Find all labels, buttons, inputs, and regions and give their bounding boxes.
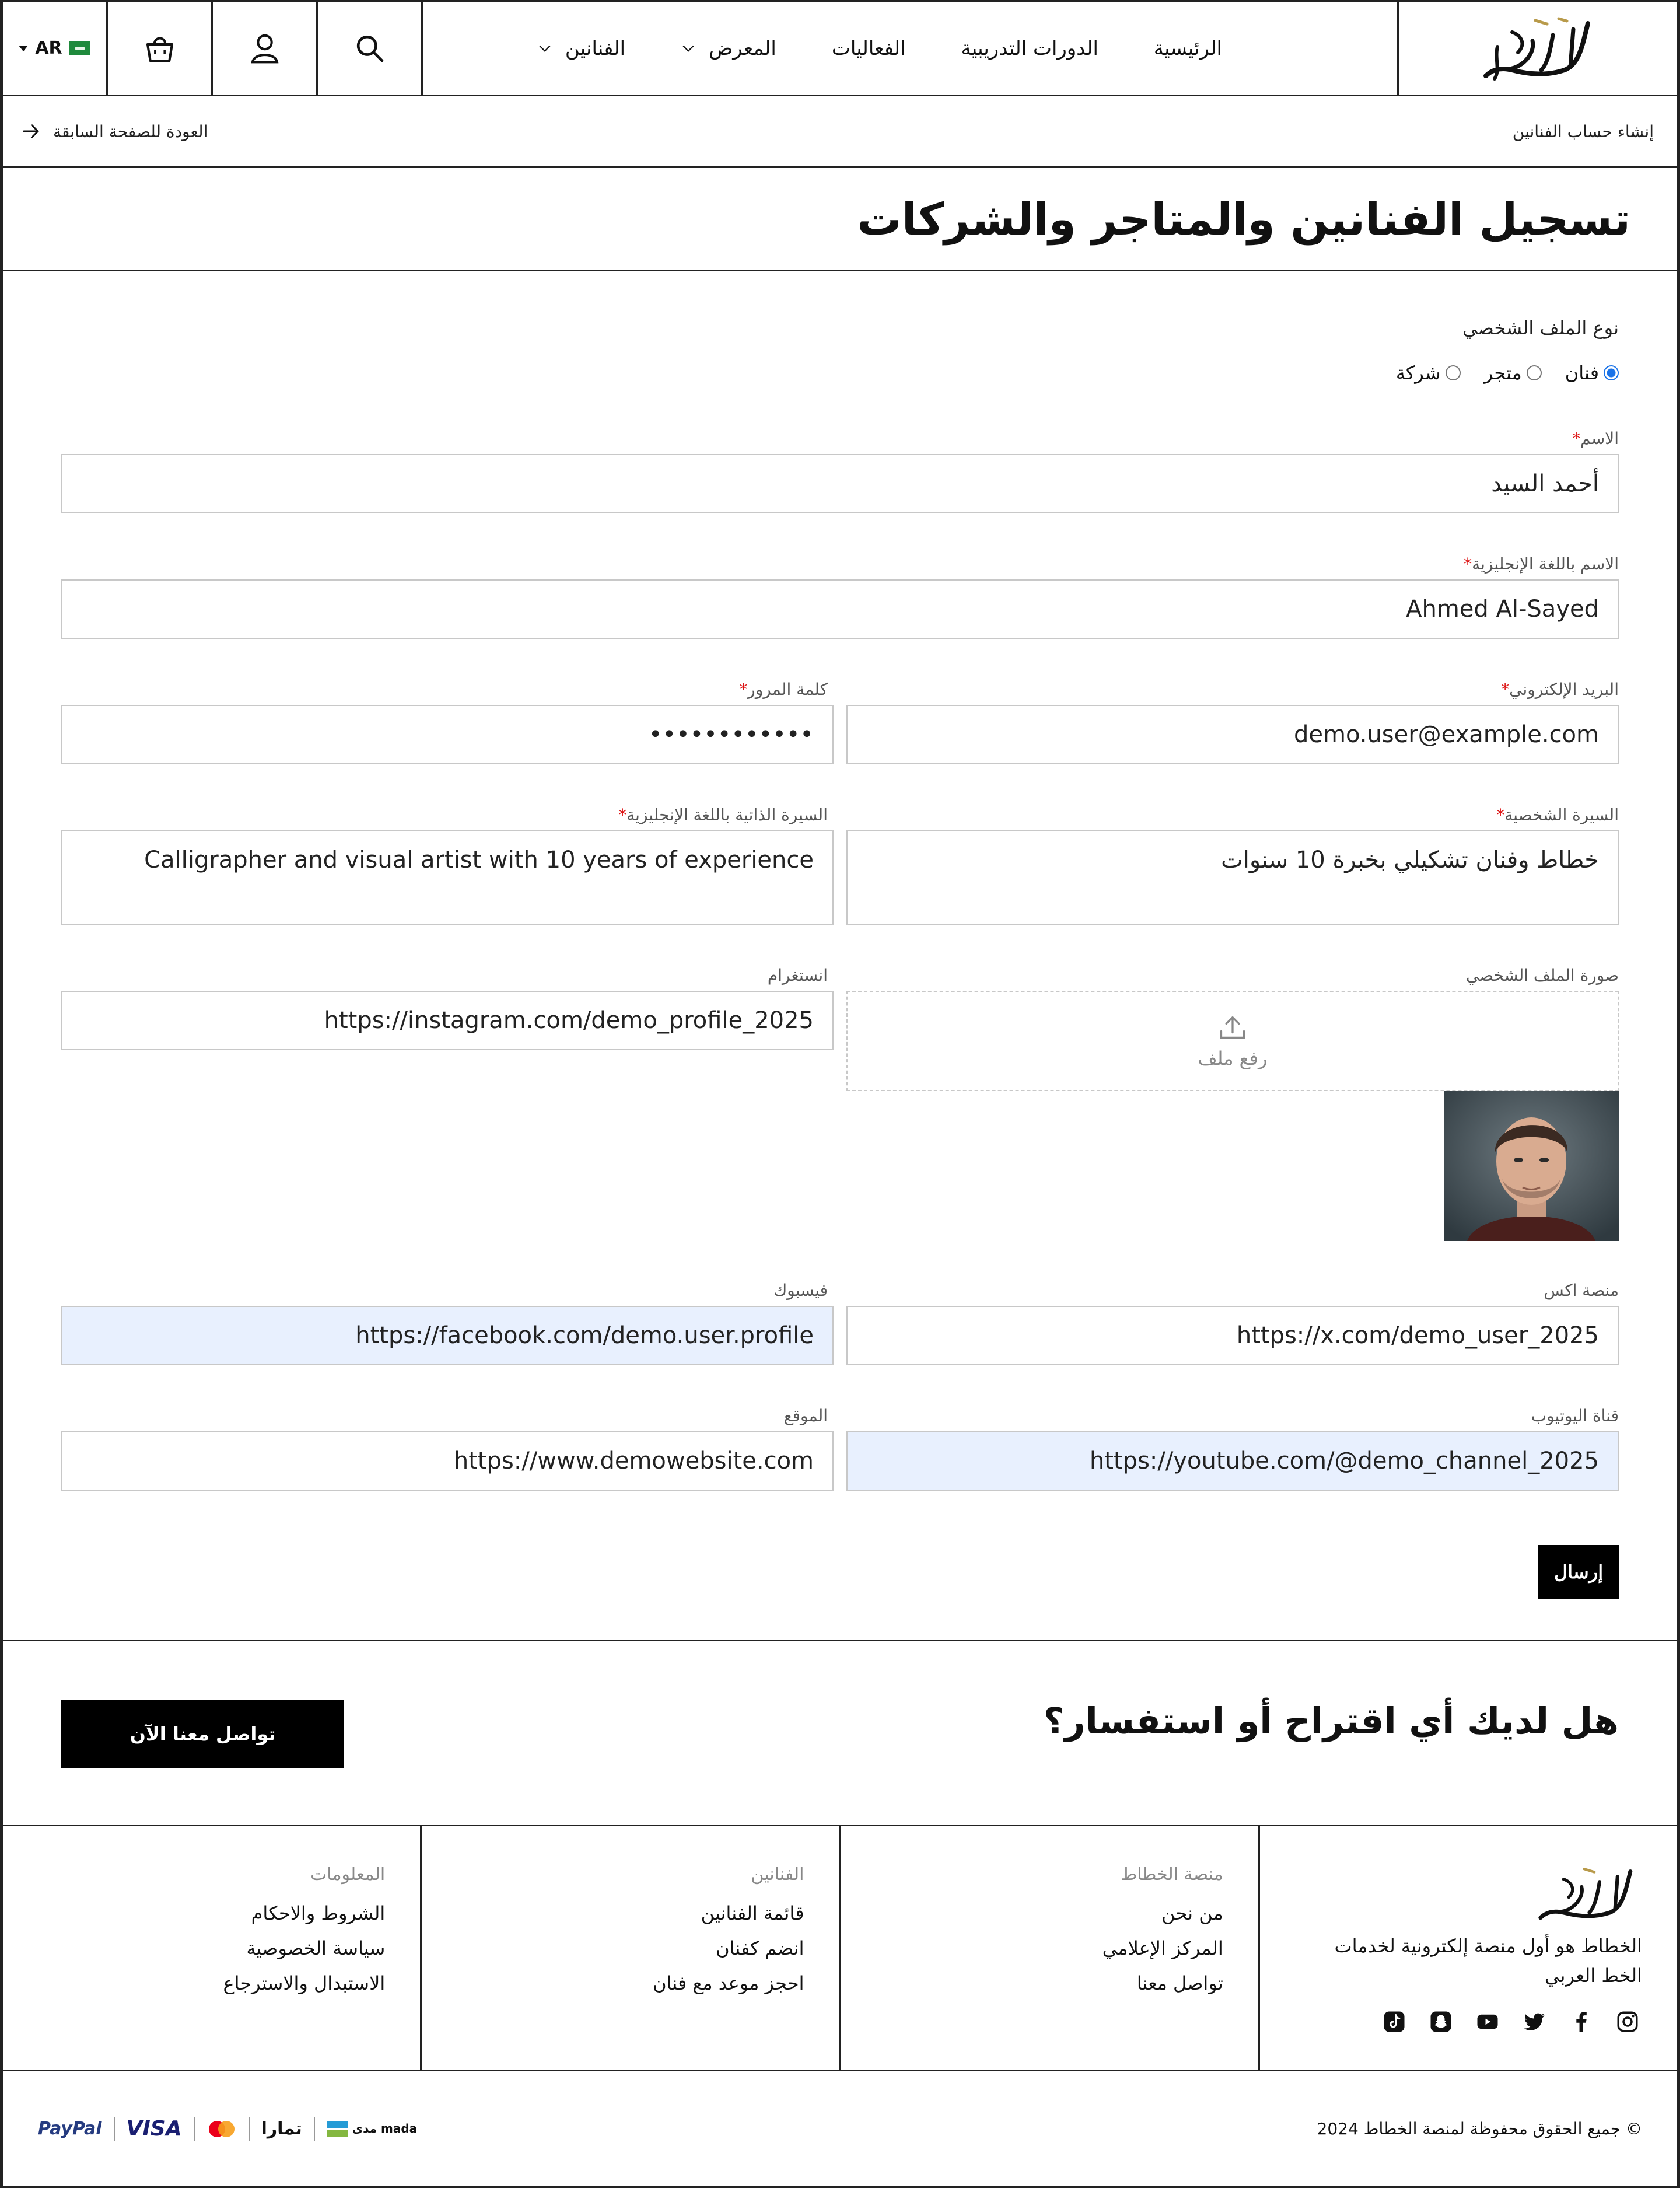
instagram-icon	[1615, 2009, 1640, 2034]
bio-textarea[interactable]	[846, 830, 1619, 925]
instagram-field[interactable]	[61, 991, 834, 1050]
saudi-flag-icon	[69, 41, 90, 55]
field-value: https://facebook.com/demo.user.profile	[355, 1322, 814, 1349]
youtube-label: قناة اليوتيوب	[1531, 1406, 1619, 1425]
radio-label: شركة	[1395, 362, 1441, 384]
youtube-link[interactable]	[1473, 2007, 1502, 2036]
field-value: Ahmed Al-Sayed	[1406, 596, 1599, 623]
divider	[249, 2117, 250, 2141]
email-field[interactable]	[846, 705, 1619, 764]
footer-link-media[interactable]: المركز الإعلامي	[1102, 1937, 1223, 1959]
label-text: الاسم باللغة الإنجليزية	[1472, 554, 1619, 574]
mada-stripes-icon	[327, 2121, 348, 2137]
photo-upload[interactable]	[846, 991, 1619, 1091]
tiktok-link[interactable]	[1380, 2007, 1409, 2036]
password-label	[734, 680, 828, 699]
name-en-label	[1459, 554, 1619, 574]
nav-label: الفعاليات	[831, 36, 906, 60]
snapchat-link[interactable]	[1426, 2007, 1455, 2036]
radio-circle[interactable]	[1446, 365, 1461, 380]
back-link-label: العودة للصفحة السابقة	[53, 121, 208, 141]
profile-type-label: نوع الملف الشخصي	[1462, 317, 1619, 339]
label-text: السيرة الشخصية	[1504, 805, 1619, 824]
radio-company[interactable]	[1396, 362, 1461, 384]
language-code: AR	[35, 38, 62, 58]
avatar	[1444, 1091, 1619, 1241]
website-label: الموقع	[783, 1406, 828, 1425]
copyright: © جميع الحقوق محفوظة لمنصة الخطاط 2024	[1317, 2119, 1642, 2138]
instagram-link[interactable]	[1613, 2007, 1642, 2036]
instagram-label: انستغرام	[767, 966, 828, 985]
footer-link-privacy[interactable]: سياسة الخصوصية	[246, 1937, 386, 1959]
radio-label: متجر	[1483, 362, 1522, 384]
main-nav	[423, 2, 1397, 95]
visa-logo: VISA	[126, 2117, 182, 2141]
footer-logo-icon[interactable]	[1531, 1861, 1642, 1925]
field-value: https://instagram.com/demo_profile_2025	[324, 1007, 814, 1034]
website-field[interactable]	[61, 1431, 834, 1491]
nav-label: الدورات التدريبية	[961, 36, 1098, 60]
contact-now-button[interactable]: تواصل معنا الآن	[61, 1700, 344, 1768]
field-value: ••••••••••••	[648, 721, 814, 748]
footer-col-title: المعلومات	[310, 1864, 386, 1885]
avatar-image	[1444, 1091, 1619, 1241]
nav-item-events[interactable]	[832, 37, 906, 60]
search-button[interactable]	[318, 2, 423, 95]
facebook-link[interactable]	[1566, 2007, 1595, 2036]
label-text: كلمة المرور	[747, 680, 828, 699]
social-links	[1295, 2007, 1642, 2036]
name-label	[1567, 429, 1619, 448]
nav-item-home[interactable]	[1154, 37, 1222, 60]
radio-store[interactable]	[1484, 362, 1542, 384]
footer-col-platform	[839, 1826, 1258, 2070]
brand-description: الخطاط هو أول منصة إلكترونية لخدمات الخط العربي	[1334, 1935, 1642, 1987]
footer-brand	[1258, 1826, 1677, 2070]
mada-text: مدى mada	[352, 2121, 418, 2135]
footer-link-artist-list[interactable]: قائمة الفنانين	[701, 1902, 804, 1924]
contact-cta	[3, 1640, 1677, 1826]
divider	[194, 2117, 195, 2141]
field-value: أحمد السيد	[1491, 470, 1599, 497]
user-icon	[249, 32, 281, 65]
field-value: https://www.demowebsite.com	[453, 1448, 814, 1474]
payment-methods	[38, 2117, 417, 2141]
bio-en-textarea[interactable]	[61, 830, 834, 925]
upload-icon	[1217, 1012, 1248, 1043]
required-mark: *	[618, 805, 627, 824]
required-mark: *	[739, 680, 748, 699]
radio-circle[interactable]	[1527, 365, 1542, 380]
facebook-field[interactable]	[61, 1306, 834, 1365]
name-field[interactable]	[61, 454, 1619, 513]
required-mark: *	[1464, 554, 1472, 574]
footer-link-book[interactable]: احجز موعد مع فنان	[653, 1972, 804, 1994]
field-value: https://x.com/demo_user_2025	[1236, 1322, 1599, 1349]
footer-bottom	[3, 2071, 1677, 2188]
radio-label: فنان	[1564, 362, 1599, 384]
required-mark: *	[1496, 805, 1505, 824]
paypal-logo: PayPal	[38, 2119, 102, 2139]
field-value: خطاط وفنان تشكيلي بخبرة 10 سنوات	[1221, 847, 1599, 873]
radio-circle-selected[interactable]	[1604, 365, 1619, 380]
footer-link-returns[interactable]: الاستبدال والاسترجاع	[223, 1972, 386, 1994]
divider	[314, 2117, 315, 2141]
mada-logo	[327, 2121, 417, 2137]
breadcrumb-bar	[3, 96, 1677, 168]
shopping-bag-icon	[144, 32, 176, 65]
footer-col-title: الفنانين	[751, 1864, 804, 1885]
footer	[3, 1826, 1677, 2071]
label-text: السيرة الذاتية باللغة الإنجليزية	[626, 805, 828, 824]
chevron-down-icon	[681, 41, 696, 56]
submit-button[interactable]: إرسال	[1538, 1545, 1619, 1599]
mastercard-logo	[206, 2120, 237, 2138]
profile-type-group	[1396, 362, 1619, 384]
caret-down-icon	[19, 46, 28, 51]
tamara-logo: تمارا	[261, 2119, 302, 2139]
footer-link-about[interactable]: من نحن	[1161, 1902, 1223, 1924]
x-label: منصة اكس	[1544, 1281, 1619, 1300]
nav-item-gallery[interactable]	[681, 37, 776, 60]
search-icon	[354, 32, 386, 65]
required-mark: *	[1572, 429, 1581, 448]
required-mark: *	[1501, 680, 1510, 699]
tiktok-icon	[1382, 2009, 1406, 2034]
field-value: demo.user@example.com	[1293, 721, 1599, 748]
radio-artist[interactable]	[1565, 362, 1619, 384]
x-field[interactable]	[846, 1306, 1619, 1365]
title-bar	[3, 168, 1677, 271]
nav-label: الفنانين	[565, 36, 626, 60]
password-field[interactable]	[61, 705, 834, 764]
facebook-icon	[1569, 2009, 1593, 2034]
bio-label	[1492, 805, 1619, 824]
breadcrumb: إنشاء حساب الفنانين	[1512, 121, 1654, 141]
field-value: Calligrapher and visual artist with 10 years of experience	[144, 847, 814, 873]
upload-label: رفع ملف	[1198, 1047, 1268, 1069]
logo-calligraphy-icon	[1477, 12, 1600, 85]
nav-label: المعرض	[709, 36, 776, 60]
email-label	[1496, 680, 1619, 699]
chevron-down-icon	[537, 41, 552, 56]
footer-link-contact[interactable]: تواصل معنا	[1136, 1972, 1223, 1994]
youtube-icon	[1475, 2009, 1500, 2034]
nav-item-artists[interactable]	[537, 37, 625, 60]
logo[interactable]	[1397, 2, 1677, 95]
cart-button[interactable]	[108, 2, 213, 95]
photo-label: صورة الملف الشخصي	[1466, 966, 1619, 985]
back-link[interactable]	[20, 121, 208, 142]
bio-en-label	[614, 805, 828, 824]
nav-label: الرئيسية	[1153, 36, 1222, 60]
name-en-field[interactable]	[61, 579, 1619, 639]
cta-title: هل لديك أي اقتراح أو استفسار؟	[1043, 1700, 1619, 1742]
label-text: البريد الإلكتروني	[1509, 680, 1619, 699]
snapchat-icon	[1429, 2009, 1453, 2034]
twitter-icon	[1522, 2009, 1546, 2034]
account-button[interactable]	[213, 2, 318, 95]
footer-col-title: منصة الخطاط	[1121, 1864, 1223, 1885]
footer-col-info	[3, 1826, 420, 2070]
arrow-right-icon	[20, 121, 41, 142]
page-title: تسجيل الفنانين والمتاجر والشركات	[857, 193, 1630, 245]
site-header	[3, 0, 1677, 96]
nav-item-courses[interactable]	[961, 37, 1098, 60]
footer-col-artists	[420, 1826, 839, 2070]
divider	[114, 2117, 115, 2141]
footer-link-join[interactable]: انضم كفنان	[716, 1937, 804, 1959]
header-tools	[3, 2, 423, 95]
youtube-field[interactable]	[846, 1431, 1619, 1491]
registration-form	[61, 271, 1619, 1640]
field-value: https://youtube.com/@demo_channel_2025	[1089, 1448, 1599, 1474]
language-selector[interactable]	[3, 2, 108, 95]
label-text: الاسم	[1580, 429, 1619, 448]
facebook-label: فيسبوك	[774, 1281, 828, 1300]
footer-link-terms[interactable]: الشروط والاحكام	[251, 1902, 386, 1924]
twitter-link[interactable]	[1520, 2007, 1549, 2036]
